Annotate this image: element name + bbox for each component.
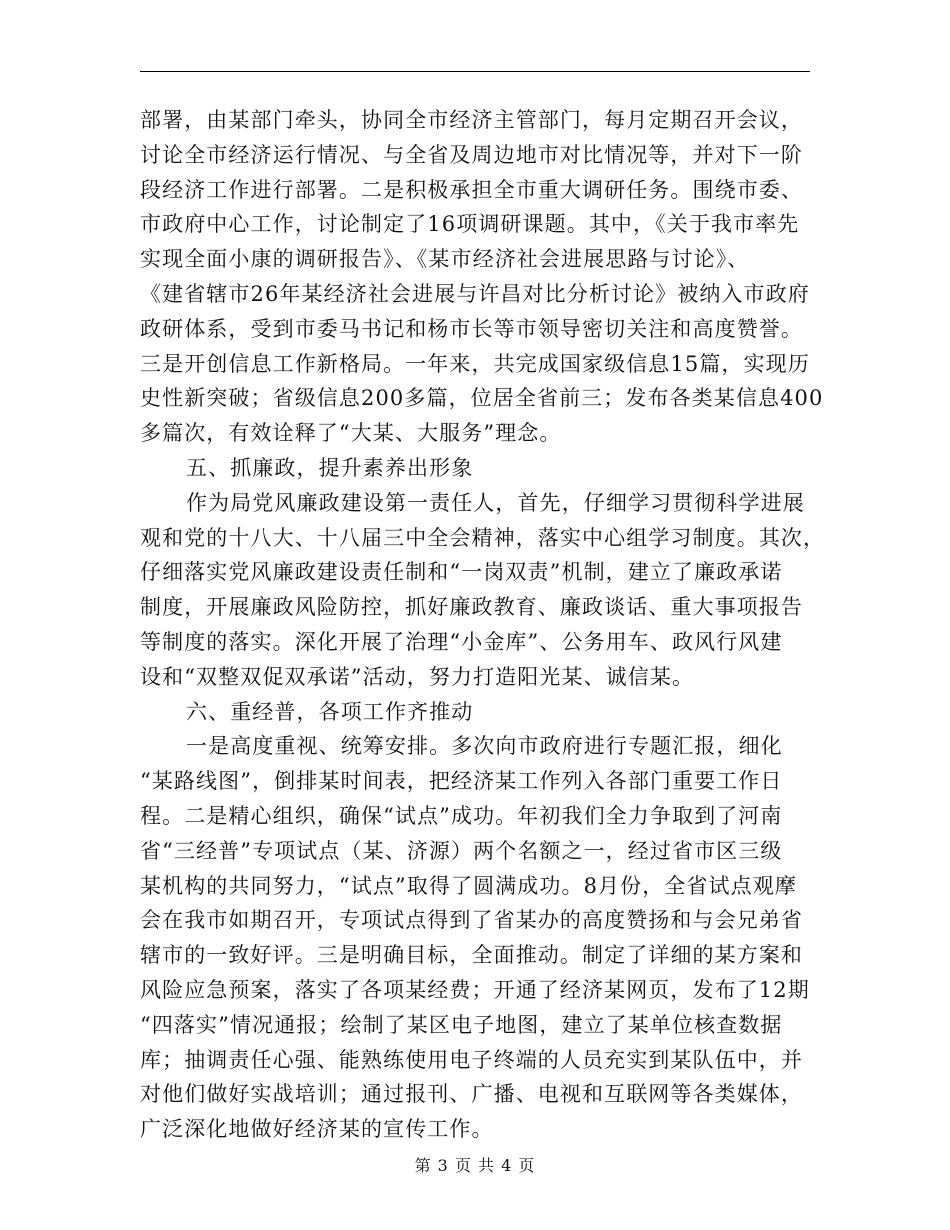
- body-line: 《建省辖市26年某经济社会进展与许昌对比分析讨论》被纳入市政府: [140, 281, 810, 306]
- body-line: 广泛深化地做好经济某的宣传工作。: [140, 1117, 494, 1142]
- body-line: 省“三经普”专项试点（某、济源）两个名额之一，经过省市区三级: [140, 838, 783, 863]
- body-line: 制度，开展廉政风险防控，抓好廉政教育、廉政谈话、重大事项报告: [140, 595, 803, 620]
- body-line: 辖市的一致好评。三是明确目标，全面推动。制定了详细的某方案和: [140, 943, 803, 968]
- body-line: 史性新突破；省级信息200多篇，位居全省前三；发布各类某信息400: [140, 386, 824, 411]
- section-heading: 五、抓廉政，提升素养出形象: [186, 455, 474, 480]
- body-line: 政研体系，受到市委马书记和杨市长等市领导密切关注和高度赞誉。: [140, 316, 803, 341]
- body-line: 多篇次，有效诠释了“大某、大服务”理念。: [140, 421, 562, 446]
- body-line: 三是开创信息工作新格局。一年来，共完成国家级信息15篇，实现历: [140, 351, 810, 376]
- body-line: 仔细落实党风廉政建设责任制和“一岗双责”机制，建立了廉政承诺: [140, 560, 783, 585]
- body-line: 段经济工作进行部署。二是积极承担全市重大调研任务。围绕市委、: [140, 177, 803, 202]
- header-rule: [140, 71, 810, 72]
- body-line: 实现全面小康的调研报告》、《某市经济社会进展思路与讨论》、: [140, 247, 750, 272]
- body-line: 对他们做好实战培训；通过报刊、广播、电视和互联网等各类媒体，: [140, 1082, 803, 1107]
- body-line: 部署，由某部门牵头，协同全市经济主管部门，每月定期召开会议，: [140, 108, 803, 132]
- body-line: 市政府中心工作，讨论制定了16项调研课题。其中，《关于我市率先: [140, 212, 800, 237]
- body-line: 库；抽调责任心强、能熟练使用电子终端的人员充实到某队伍中，并: [140, 1047, 803, 1072]
- body-line: “四落实”情况通报；绘制了某区电子地图，建立了某单位核查数据: [140, 1012, 783, 1037]
- document-body: [140, 103, 826, 1147]
- body-line: 风险应急预案，落实了各项某经费；开通了经济某网页，发布了12期: [140, 977, 810, 1002]
- body-line: 设和“双整双促双承诺”活动，努力打造阳光某、诚信某。: [140, 664, 695, 689]
- section-heading: 六、重经普，各项工作齐推动: [186, 699, 474, 724]
- body-line: 会在我市如期召开，专项试点得到了省某办的高度赞扬和与会兄弟省: [140, 908, 803, 933]
- body-line: 等制度的落实。深化开展了治理“小金库”、公务用车、政风行风建: [140, 629, 783, 654]
- body-line: 观和党的十八大、十八届三中全会精神，落实中心组学习制度。其次，: [140, 525, 826, 550]
- body-line: 某机构的共同努力，“试点”取得了圆满成功。8月份，全省试点观摩: [140, 873, 797, 898]
- body-line: 讨论全市经济运行情况、与全省及周边地市对比情况等，并对下一阶: [140, 142, 803, 167]
- page-number: 第 3 页 共 4 页: [414, 1156, 536, 1175]
- body-line: 程。二是精心组织，确保“试点”成功。年初我们全力争取到了河南: [140, 803, 783, 828]
- body-line: 一是高度重视、统筹安排。多次向市政府进行专题汇报，细化: [186, 734, 783, 759]
- body-line: “某路线图”，倒排某时间表，把经济某工作列入各部门重要工作日: [140, 769, 783, 794]
- body-line: 作为局党风廉政建设第一责任人，首先，仔细学习贯彻科学进展: [186, 490, 805, 515]
